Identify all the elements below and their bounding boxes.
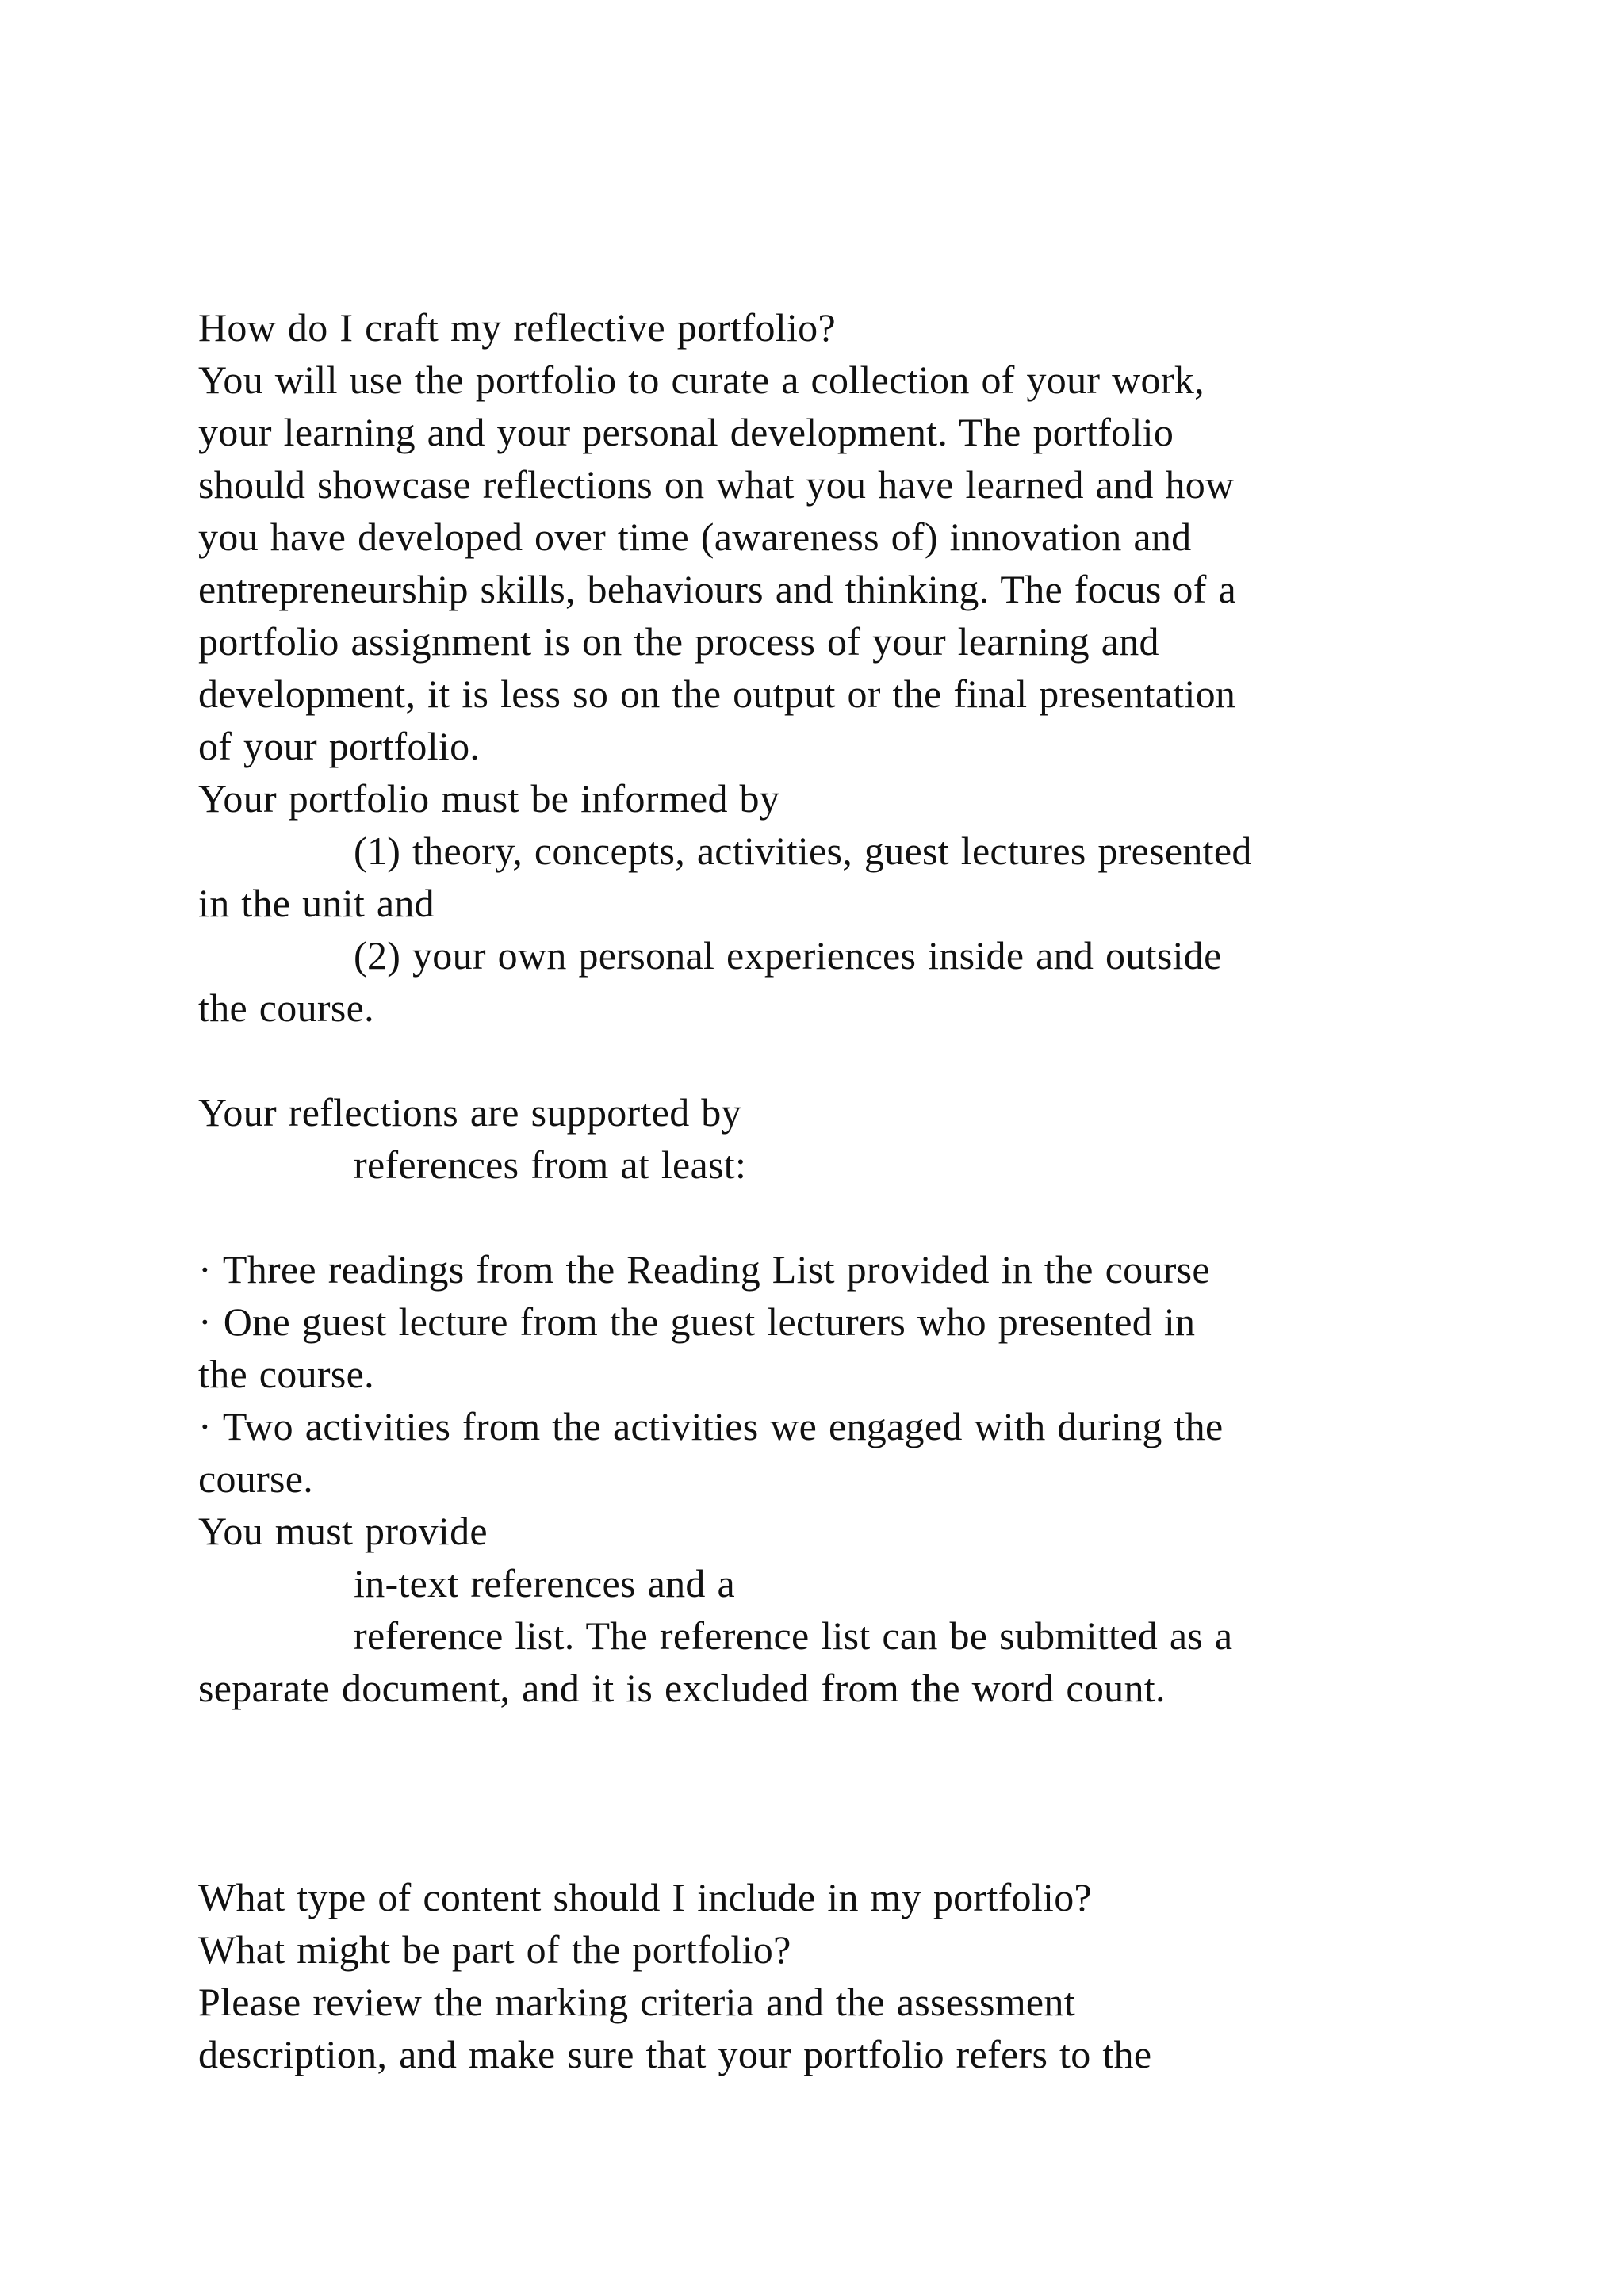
text-line: separate document, and it is excluded from the word count. (198, 1666, 1166, 1710)
text-line: should showcase reflections on what you have learned and how (198, 462, 1235, 507)
heading-craft-portfolio: How do I craft my reflective portfolio? (198, 305, 836, 350)
text-line: Your portfolio must be informed by (198, 776, 780, 821)
text-line: the course. (198, 1352, 374, 1396)
text-line: Please review the marking criteria and the assessment (198, 1980, 1075, 2024)
numbered-item-2: (2) your own personal experiences inside and outside (354, 933, 1222, 978)
numbered-item-1: (1) theory, concepts, activities, guest lectures presented (354, 828, 1252, 873)
text-line: You will use the portfolio to curate a collection of your work, (198, 358, 1205, 402)
text-line: You must provide (198, 1509, 488, 1553)
text-line-indented: in-text references and a (354, 1561, 735, 1605)
text-line: portfolio assignment is on the process of your learning and (198, 619, 1159, 664)
text-line-indented: references from at least: (354, 1142, 747, 1187)
text-line: the course. (198, 985, 374, 1030)
heading-content-type: What type of content should I include in my portfolio? (198, 1875, 1092, 1919)
text-line-indented: reference list. The reference list can be submitted as a (354, 1613, 1233, 1658)
text-line: your learning and your personal development. The portfolio (198, 410, 1174, 454)
bullet-item: · Two activities from the activities we engaged with during the (198, 1404, 1224, 1448)
text-line: of your portfolio. (198, 724, 481, 768)
text-line: description, and make sure that your portfolio refers to the (198, 2032, 1152, 2076)
text-line: course. (198, 1456, 314, 1501)
text-line: entrepreneurship skills, behaviours and thinking. The focus of a (198, 567, 1236, 611)
bullet-item: · One guest lecture from the guest lecturers who presented in (198, 1299, 1196, 1344)
text-line: in the unit and (198, 881, 435, 925)
text-line: development, it is less so on the output or the final presentation (198, 672, 1236, 716)
text-line: What might be part of the portfolio? (198, 1927, 791, 1972)
text-line: you have developed over time (awareness of) innovation and (198, 515, 1192, 559)
bullet-item: · Three readings from the Reading List provided in the course (198, 1247, 1210, 1292)
text-line: Your reflections are supported by (198, 1090, 741, 1135)
